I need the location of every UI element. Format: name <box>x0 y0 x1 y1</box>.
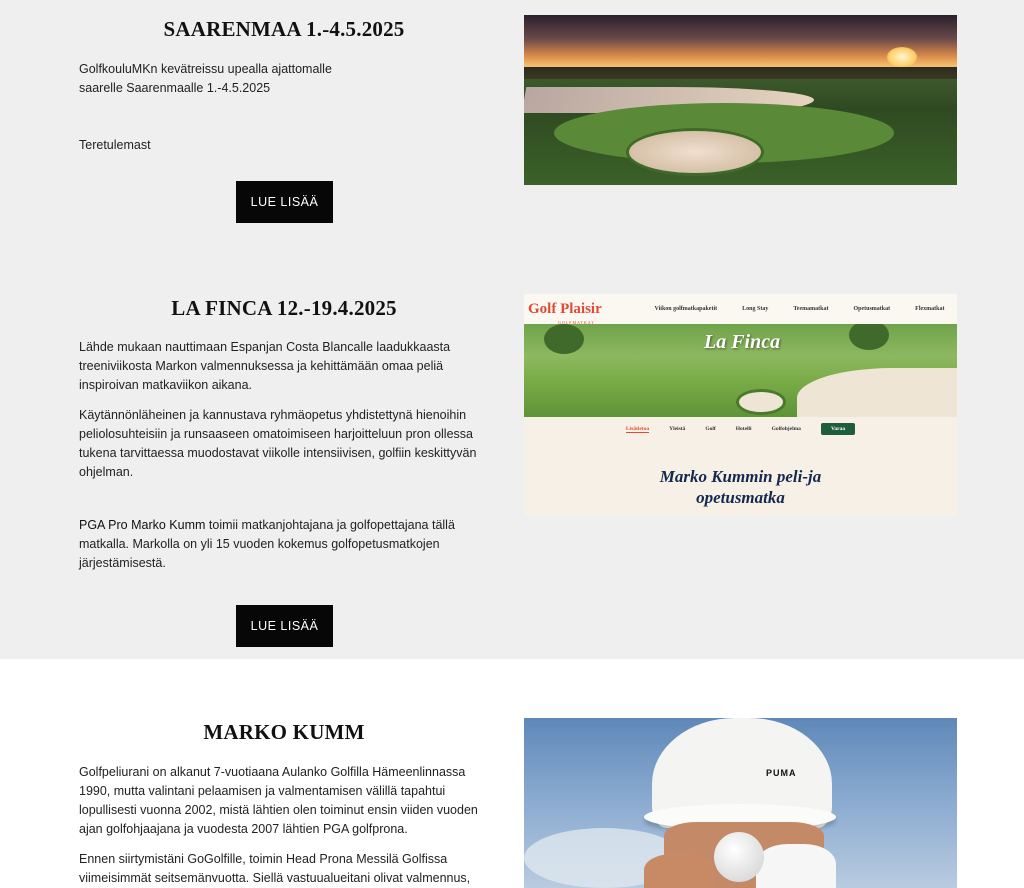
sunset-sun-shape <box>887 47 917 67</box>
promo-tab: Yleistä <box>669 426 686 432</box>
tree-shape <box>544 324 584 354</box>
puma-logo <box>766 756 797 782</box>
promo-menu-item: Opetusmatkat <box>853 306 891 312</box>
saarenmaa-read-more-button[interactable]: LUE LISÄÄ <box>236 181 333 223</box>
bunker-shape <box>739 392 783 412</box>
la-finca-text <box>79 338 489 573</box>
la-finca-pro-name: PGA Pro Marko Kumm <box>79 518 206 532</box>
tree-shape <box>849 324 889 350</box>
bunker-shape <box>629 131 761 173</box>
promo-book-badge: Varaa <box>821 423 855 435</box>
promo-headline-line1: Marko Kummin peli-ja <box>659 467 822 486</box>
promo-tab: Golf <box>705 426 716 432</box>
saarenmaa-block <box>79 17 489 152</box>
promo-hero-title: La Finca <box>704 331 781 353</box>
saarenmaa-line1: GolfkouluMKn kevätreissu upealla ajattomalle <box>79 62 332 76</box>
marko-para1: Golfpeliurani on alkanut 7-vuotiaana Aulanko Golfilla Hämeenlinnassa 1990, mutta valintani pelaamisen ja valmentamisen välillä tapahtui lopullisesti vuonna 2002, mistä lähtien olen toiminut ensin viiden vuoden ajan golfohjaajana ja vuodesta 2007 lähtien PGA golfprona. <box>79 765 478 836</box>
marko-text <box>79 763 489 888</box>
la-finca-title: LA FINCA 12.-19.4.2025 <box>171 296 397 320</box>
white-section <box>0 659 1024 888</box>
la-finca-promo-image <box>524 294 957 516</box>
promo-headline-line2: opetusmatka <box>696 488 785 507</box>
treeline-shape <box>524 67 957 79</box>
saarenmaa-welcome: Teretulemast <box>79 138 151 152</box>
saarenmaa-golf-course-image <box>524 15 957 185</box>
promo-tab: Hotelli <box>735 426 752 432</box>
la-finca-para1: Lähde mukaan nauttimaan Espanjan Costa Blancalle laadukkaasta treeniviikosta Markon valmennuksessa ja kehittämään omaa peliä inspiroivan matkaviikon aikana. <box>79 340 451 392</box>
la-finca-para3 <box>79 516 489 573</box>
la-finca-para3-rest: toimii matkanjohtajana ja golfopettajana tällä matkalla. Markolla on yli 15 vuoden kokemus golfopetusmatkojen järjestämisestä. <box>79 518 455 570</box>
promo-tabs <box>524 418 957 440</box>
golf-plaisir-logo-text: Golf Plaisir <box>528 300 602 317</box>
promo-menu-item: Long Stay <box>742 306 769 312</box>
golf-plaisir-logo <box>524 300 642 325</box>
golf-plaisir-logo-sub: GOLFMATKAT <box>558 319 595 325</box>
promo-nav-bar <box>524 294 957 324</box>
la-finca-block <box>79 296 489 573</box>
hand-shape <box>644 854 714 888</box>
marko-portrait-image <box>524 718 957 888</box>
sand-shape <box>797 368 957 417</box>
promo-headline <box>524 466 957 508</box>
promo-menu-item: Flexmatkat <box>915 306 945 312</box>
promo-menu-item: Viikon golfmatkapaketit <box>654 306 718 312</box>
marko-para2: Ennen siirtymistäni GoGolfille, toimin Head Prona Messilä Golfissa viimeisimmät seitsemänvuotta. Siellä vastuualueitani olivat valmennus, <box>79 852 471 885</box>
promo-menu <box>642 306 957 312</box>
promo-tab-active: Lisätietoa <box>625 425 650 432</box>
promo-menu-item: Teemamatkat <box>793 306 829 312</box>
promo-tab: Golfohjelma <box>771 426 801 432</box>
saarenmaa-line2: saarelle Saarenmaalle 1.-4.5.2025 <box>79 81 271 95</box>
golf-ball-shape <box>714 832 764 882</box>
saarenmaa-title: SAARENMAA 1.-4.5.2025 <box>163 17 405 41</box>
marko-title: MARKO KUMM <box>203 720 365 744</box>
la-finca-para2: Käytännönläheinen ja kannustava ryhmäopetus yhdistettynä hienoihin peliolosuhteisiin ja runsaaseen omatoimiseen harjoitteluun pron ollessa tukena tarvittaessa muodostavat viikolle intensiivisen, golfiin keskittyvän ohjelman. <box>79 408 477 479</box>
la-finca-read-more-button[interactable]: LUE LISÄÄ <box>236 605 333 647</box>
marko-block <box>79 720 489 888</box>
saarenmaa-text <box>79 60 489 98</box>
glove-shape <box>756 844 836 888</box>
promo-hero-photo <box>524 324 957 417</box>
puma-logo-text: PUMA <box>766 768 797 778</box>
